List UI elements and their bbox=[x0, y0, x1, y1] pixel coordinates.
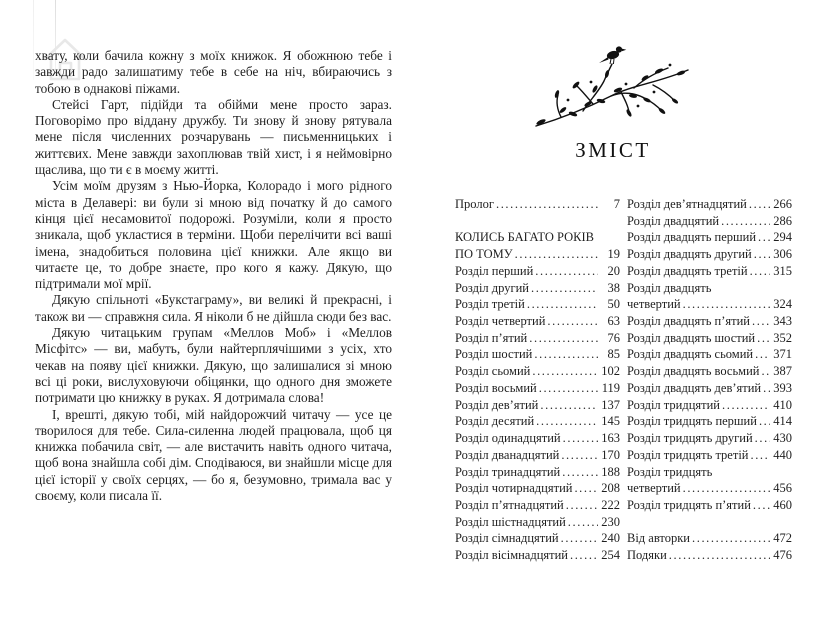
toc-entry[interactable] bbox=[455, 515, 620, 532]
toc-entry-page: 352 bbox=[773, 330, 792, 345]
toc-entry-label: Розділ двадцятий bbox=[627, 213, 720, 228]
toc-entry-page: 63 bbox=[607, 314, 620, 329]
toc-entry[interactable] bbox=[627, 297, 792, 314]
toc-entry-label: Розділ сімнадцятий bbox=[455, 531, 559, 546]
toc-entry-page: 137 bbox=[601, 397, 620, 412]
toc-entry-label: Розділ тридцятий bbox=[627, 397, 720, 412]
toc-leader-dots bbox=[496, 197, 598, 212]
toc-entry[interactable] bbox=[627, 548, 792, 565]
toc-entry[interactable] bbox=[455, 431, 620, 448]
toc-entry-page: 254 bbox=[601, 548, 620, 563]
toc-entry-page: 240 bbox=[601, 531, 620, 546]
toc-entry-page: 50 bbox=[607, 297, 620, 312]
toc-entry[interactable] bbox=[627, 381, 792, 398]
toc-entry-label: Розділ двадцять другий bbox=[627, 247, 752, 262]
toc-entry-label: Розділ п’ятий bbox=[455, 330, 528, 345]
toc-entry-label: Розділ двадцять восьмий bbox=[627, 364, 760, 379]
toc-entry-label: Подяки bbox=[627, 548, 667, 563]
toc-leader-dots bbox=[515, 247, 598, 262]
toc-entry-page: 440 bbox=[773, 447, 792, 462]
toc-entry[interactable] bbox=[455, 364, 620, 381]
toc-entry[interactable] bbox=[627, 214, 792, 231]
toc-entry-label: КОЛИСЬ БАГАТО РОКІВ bbox=[455, 230, 595, 245]
paragraph: І, врешті, дякую тобі, мій найдорожчий читачу — усе це творилося для тебе. Сила-силенна людей працювала, щоб ця книжка побачила світ, — але вистачить навіть одного читача, щоб вона знайшла собі дім. Сподіваюся, ви знайшли місце для цієї історії у своїх серцях, — бо я, безумовно, тримала вас у своєму, коли писала її. bbox=[35, 406, 392, 504]
toc-leader-dots bbox=[750, 264, 770, 279]
toc-leader-dots bbox=[761, 364, 770, 379]
toc-entry[interactable] bbox=[455, 448, 620, 465]
toc-leader-dots bbox=[539, 381, 598, 396]
toc-leader-dots bbox=[754, 247, 770, 262]
toc-leader-dots bbox=[566, 498, 598, 513]
toc-leader-dots bbox=[529, 331, 598, 346]
toc-entry-page: 102 bbox=[601, 364, 620, 379]
toc-entry-label: Розділ тридцять п’ятий bbox=[627, 497, 751, 512]
toc-entry-label: Розділ двадцять п’ятий bbox=[627, 314, 750, 329]
toc-entry[interactable] bbox=[455, 264, 620, 281]
toc-leader-dots bbox=[722, 398, 770, 413]
toc-entry[interactable] bbox=[455, 548, 620, 565]
toc-entry-page: 170 bbox=[601, 447, 620, 462]
toc-entry[interactable] bbox=[455, 331, 620, 348]
toc-entry[interactable] bbox=[627, 314, 792, 331]
toc-entry-label: Розділ сьомий bbox=[455, 364, 531, 379]
toc-leader-dots bbox=[692, 531, 770, 546]
toc-entry-label: Розділ двадцять перший bbox=[627, 230, 757, 245]
toc-entry-label: Розділ п’ятнадцятий bbox=[455, 497, 564, 512]
toc-entry[interactable] bbox=[455, 465, 620, 482]
toc-entry-label: Розділ одинадцятий bbox=[455, 431, 561, 446]
toc-leader-dots bbox=[755, 347, 770, 362]
toc-entry[interactable] bbox=[627, 398, 792, 415]
toc-entry-label: Розділ шостий bbox=[455, 347, 533, 362]
toc-leader-dots bbox=[561, 531, 598, 546]
bird-icon bbox=[599, 46, 626, 64]
toc-entry-label: четвертий bbox=[627, 481, 681, 496]
toc-entry-page: 294 bbox=[773, 230, 792, 245]
toc-entry-label: четвертий bbox=[627, 297, 681, 312]
toc-entry-page: 410 bbox=[773, 397, 792, 412]
toc-entry-label: Розділ тринадцятий bbox=[455, 464, 561, 479]
toc-entry-label: Розділ шістнадцятий bbox=[455, 514, 566, 529]
toc-entry-label: Розділ двадцять дев’ятий bbox=[627, 380, 762, 395]
toc-entry-label: Розділ тридцять перший bbox=[627, 414, 757, 429]
toc-entry-page: 324 bbox=[773, 297, 792, 312]
toc-entry-label: Розділ двадцять сьомий bbox=[627, 347, 754, 362]
toc-entry-label: Розділ вісімнадцятий bbox=[455, 548, 568, 563]
toc-leader-dots bbox=[561, 448, 598, 463]
toc-entry-page: 430 bbox=[773, 431, 792, 446]
toc-entry-label: Розділ двадцять третій bbox=[627, 263, 748, 278]
toc-entry[interactable] bbox=[627, 197, 792, 214]
toc-entry-label: Пролог bbox=[455, 197, 494, 211]
toc-entry[interactable] bbox=[627, 481, 792, 498]
toc-entry-label: Розділ тридцять другий bbox=[627, 431, 753, 446]
toc-leader-dots bbox=[532, 364, 598, 379]
toc-leader-dots bbox=[683, 297, 770, 312]
toc-leader-dots bbox=[568, 515, 598, 530]
toc-entry-page: 343 bbox=[773, 314, 792, 329]
toc-leader-dots bbox=[721, 214, 770, 229]
toc-leader-dots bbox=[534, 347, 598, 362]
toc-leader-dots bbox=[669, 548, 770, 563]
toc-entry-label: Від авторки bbox=[627, 531, 690, 546]
toc-entry-label: Розділ чотирнадцятий bbox=[455, 481, 573, 496]
toc-entry[interactable] bbox=[455, 347, 620, 364]
toc-entry-page: 20 bbox=[607, 263, 620, 278]
toc-leader-dots bbox=[750, 448, 770, 463]
toc-entry[interactable] bbox=[455, 398, 620, 415]
toc-leader-dots bbox=[755, 431, 770, 446]
toc-leader-dots bbox=[752, 314, 770, 329]
toc-leader-dots bbox=[763, 381, 770, 396]
toc-entry[interactable] bbox=[455, 481, 620, 498]
toc-leader-dots bbox=[527, 297, 598, 312]
toc-column-left bbox=[455, 197, 620, 565]
toc-entry[interactable] bbox=[455, 281, 620, 298]
toc-leader-dots bbox=[757, 331, 770, 346]
toc-entry-page: 393 bbox=[773, 380, 792, 395]
toc-entry[interactable] bbox=[627, 331, 792, 348]
toc-entry-label: Розділ дванадцятий bbox=[455, 447, 560, 462]
toc-entry-label: Розділ дев’ятнадцятий bbox=[627, 197, 747, 211]
toc-entry-page: 460 bbox=[773, 497, 792, 512]
toc-entry-page: 230 bbox=[601, 514, 620, 529]
toc-column-right bbox=[627, 197, 792, 565]
toc-entry-page: 306 bbox=[773, 247, 792, 262]
toc-leader-dots bbox=[535, 264, 598, 279]
toc-entry-page: 19 bbox=[607, 247, 620, 262]
toc-leader-dots bbox=[570, 548, 598, 563]
table-of-contents bbox=[455, 197, 792, 565]
toc-entry[interactable] bbox=[627, 448, 792, 465]
toc-entry-label: Розділ перший bbox=[455, 263, 534, 278]
toc-entry[interactable] bbox=[627, 498, 792, 515]
toc-entry[interactable] bbox=[455, 314, 620, 331]
toc-leader-dots bbox=[758, 230, 770, 245]
toc-leader-dots bbox=[759, 414, 770, 429]
toc-entry-label: Розділ дев’ятий bbox=[455, 397, 539, 412]
toc-leader-dots bbox=[540, 398, 598, 413]
toc-leader-dots bbox=[574, 481, 598, 496]
toc-entry[interactable] bbox=[455, 531, 620, 548]
right-page[interactable] bbox=[455, 0, 800, 618]
toc-entry-page: 76 bbox=[607, 330, 620, 345]
toc-entry[interactable] bbox=[455, 247, 620, 264]
toc-entry-page: 476 bbox=[773, 548, 792, 563]
toc-entry-label: Розділ двадцять шостий bbox=[627, 330, 756, 345]
toc-entry-page: 163 bbox=[601, 431, 620, 446]
toc-leader-dots bbox=[562, 465, 598, 480]
toc-entry[interactable] bbox=[627, 264, 792, 281]
paragraph: Дякую спільноті «Букстаграму», ви великі й прекрасні, і також ви — справжня сила. Я ніколи б не дійшла сюди без вас. bbox=[35, 292, 392, 324]
toc-entry-label: ПО ТОМУ bbox=[455, 247, 513, 262]
toc-entry-page: 119 bbox=[601, 380, 620, 395]
toc-entry[interactable] bbox=[627, 531, 792, 548]
toc-entry[interactable] bbox=[455, 414, 620, 431]
toc-entry-page: 286 bbox=[773, 213, 792, 228]
toc-entry[interactable] bbox=[455, 498, 620, 515]
toc-entry-page: 472 bbox=[773, 531, 792, 546]
toc-entry[interactable] bbox=[627, 364, 792, 381]
toc-entry-page: 38 bbox=[607, 280, 620, 295]
paragraph: Дякую читацьким групам «Меллов Моб» і «Меллов Місфітс» — ви, мабуть, були найтерплячішими з усіх, хто чекав на появу цієї книжки. Дякую, що залишалися зі мною всі ці роки, вислуховуючи обіцянки, що одного дня зможете потримати цю книжку в руках. Я дотримала слова! bbox=[35, 325, 392, 406]
toc-entry-page: 222 bbox=[601, 497, 620, 512]
toc-leader-dots bbox=[536, 414, 598, 429]
toc-entry-page: 387 bbox=[773, 364, 792, 379]
toc-entry[interactable] bbox=[627, 431, 792, 448]
toc-entry-page: 315 bbox=[773, 263, 792, 278]
toc-leader-dots bbox=[749, 197, 770, 212]
toc-leader-dots bbox=[683, 481, 770, 496]
toc-entry-page: 145 bbox=[601, 414, 620, 429]
branch-with-bird-illustration bbox=[533, 40, 691, 136]
toc-entry-label: Розділ тридцять bbox=[627, 464, 713, 479]
toc-entry-label: Розділ тридцять третій bbox=[627, 447, 749, 462]
toc-leader-dots bbox=[563, 431, 598, 446]
toc-entry-label: Розділ двадцять bbox=[627, 280, 712, 295]
toc-entry[interactable] bbox=[455, 230, 620, 247]
toc-heading: ЗМІСТ bbox=[575, 138, 651, 162]
toc-entry[interactable] bbox=[627, 465, 792, 482]
toc-entry-page: 7 bbox=[613, 197, 620, 211]
toc-entry[interactable] bbox=[455, 381, 620, 398]
toc-entry-label: Розділ четвертий bbox=[455, 314, 546, 329]
acknowledgments-text bbox=[35, 48, 392, 504]
toc-leader-dots bbox=[753, 498, 770, 513]
toc-entry-label: Розділ другий bbox=[455, 280, 529, 295]
toc-entry[interactable] bbox=[627, 414, 792, 431]
toc-entry[interactable] bbox=[627, 230, 792, 247]
toc-leader-dots bbox=[547, 314, 598, 329]
toc-entry[interactable] bbox=[455, 297, 620, 314]
toc-entry-page: 371 bbox=[773, 347, 792, 362]
toc-entry-label: Розділ восьмий bbox=[455, 380, 537, 395]
toc-entry-page: 414 bbox=[773, 414, 792, 429]
toc-entry[interactable] bbox=[627, 281, 792, 298]
toc-entry-page: 188 bbox=[601, 464, 620, 479]
paragraph: хвату, коли бачила кожну з моїх книжок. Я обожнюю тебе і завжди радо залишатиму тебе в себе на ніч, вбираючись з тобою в однакові піжами. bbox=[35, 48, 392, 96]
toc-entry[interactable] bbox=[455, 197, 620, 214]
toc-entry-label: Розділ третій bbox=[455, 297, 525, 312]
toc-entry[interactable] bbox=[627, 347, 792, 364]
toc-entry[interactable] bbox=[627, 247, 792, 264]
paragraph: Усім моїм друзям з Нью-Йорка, Колорадо і мого рідного міста в Делавері: ви були зі мною від початку й до самого кінця цієї несамовитої подорожі. Розуміли, коли я просто зникала, щоб укластися в терміни. Щоби перелічити всі ваші імена, знадобиться половина цієї книжки. Але якщо ви читаєте це, то добре знаєте, про кого я кажу. Дякую, що підтримали мої мрії. bbox=[35, 178, 392, 292]
toc-entry-label: Розділ десятий bbox=[455, 414, 535, 429]
toc-entry-page: 456 bbox=[773, 481, 792, 496]
toc-entry-page: 266 bbox=[773, 197, 792, 211]
toc-entry-page: 208 bbox=[601, 481, 620, 496]
toc-entry-page: 85 bbox=[607, 347, 620, 362]
paragraph: Стейсі Гарт, підійди та обійми мене просто зараз. Поговорімо про віддану дружбу. Ти знову й знову рятувала мене після численних розчарувань — письменницьких і життєвих. Мене завжди захоплював твій хист, і я неймовірно щаслива, що ти є в моєму житті. bbox=[35, 96, 392, 178]
toc-leader-dots bbox=[531, 281, 598, 296]
